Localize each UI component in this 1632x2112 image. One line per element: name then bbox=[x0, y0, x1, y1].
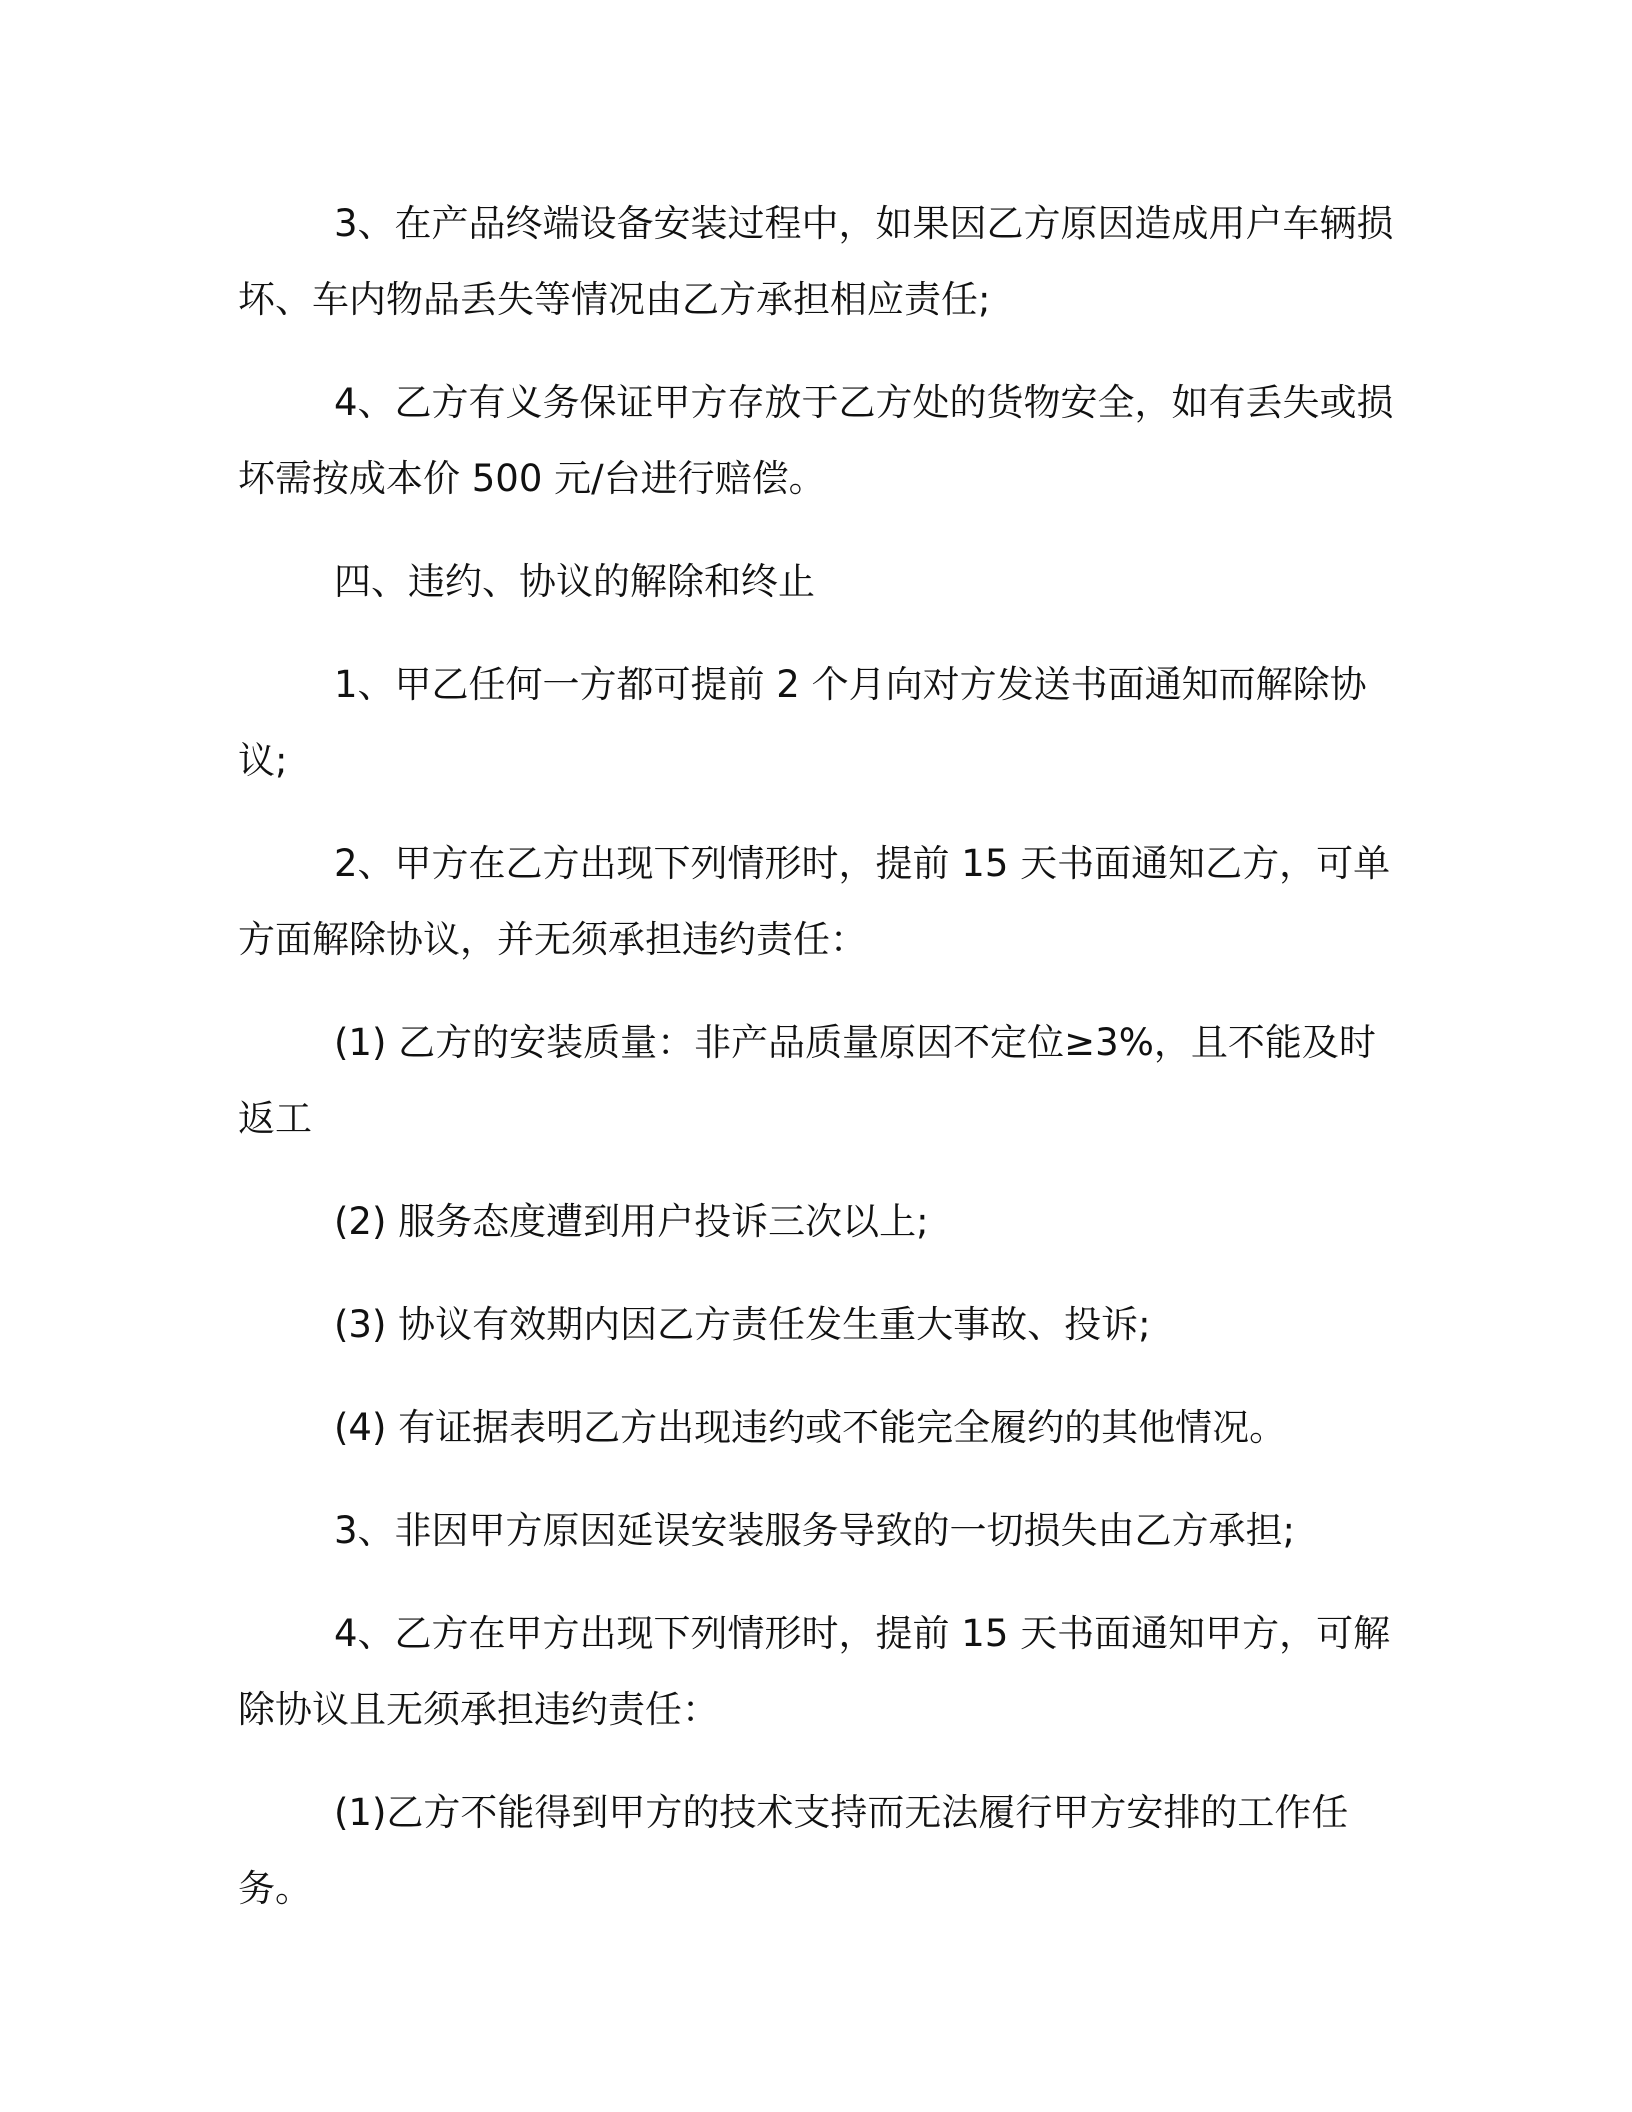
clause-2-party-a-termination: 2、甲方在乙方出现下列情形时，提前 15 天书面通知乙方，可单方面解除协议，并无须承担违约责任： bbox=[238, 842, 1391, 961]
section-heading-termination: 四、违约、协议的解除和终止 bbox=[334, 560, 815, 603]
subclause-4-breach-evidence: (4) 有证据表明乙方出现违约或不能完全履约的其他情况。 bbox=[334, 1406, 1287, 1449]
clause-3-delay-losses: 3、非因甲方原因延误安装服务导致的一切损失由乙方承担; bbox=[334, 1509, 1296, 1552]
clause-3-damage-liability: 3、在产品终端设备安装过程中，如果因乙方原因造成用户车辆损坏、车内物品丢失等情况由乙方承担相应责任; bbox=[238, 202, 1394, 321]
subclause-1-install-quality: (1) 乙方的安装质量：非产品质量原因不定位≥3%，且不能及时返工 bbox=[238, 1021, 1376, 1140]
subclause-3-major-accident: (3) 协议有效期内因乙方责任发生重大事故、投诉; bbox=[334, 1303, 1151, 1346]
document-body bbox=[238, 186, 1398, 1954]
subclause-1-technical-support: (1)乙方不能得到甲方的技术支持而无法履行甲方安排的工作任务。 bbox=[238, 1791, 1349, 1910]
subclause-2-service-complaints: (2) 服务态度遭到用户投诉三次以上; bbox=[334, 1200, 929, 1243]
clause-1-advance-notice: 1、甲乙任何一方都可提前 2 个月向对方发送书面通知而解除协议; bbox=[238, 663, 1367, 782]
clause-4-goods-safety: 4、乙方有义务保证甲方存放于乙方处的货物安全，如有丢失或损坏需按成本价 500 元/台进行赔偿。 bbox=[238, 381, 1394, 500]
clause-4-party-b-termination: 4、乙方在甲方出现下列情形时，提前 15 天书面通知甲方，可解除协议且无须承担违约责任： bbox=[238, 1612, 1391, 1731]
